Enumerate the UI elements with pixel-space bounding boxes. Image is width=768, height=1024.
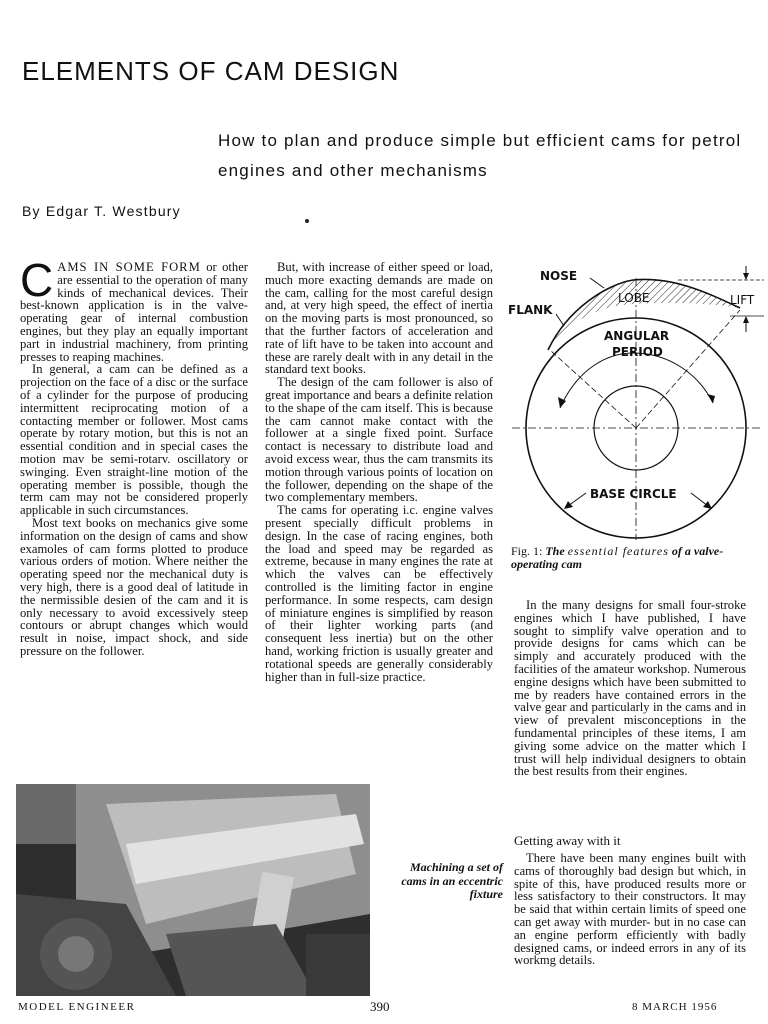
byline: By Edgar T. Westbury — [22, 203, 181, 219]
label-lobe: LOBE — [618, 291, 650, 305]
arrowhead — [564, 501, 573, 509]
label-flank: FLANK — [508, 303, 553, 317]
lead-smallcaps: AMS IN SOME FORM — [57, 260, 201, 274]
label-angular: ANGULAR — [604, 329, 670, 343]
text-column-3 — [514, 599, 746, 778]
text-column-3b — [514, 852, 746, 967]
paragraph: In the many designs for small four-stroke engines which I have published, I have sought to simplify valve operation and to provide designs for cams which can be simply and accurately produced with the facilities of the amateur workshop. Numerous engine designs which have been submitted to me by readers have contained errors in the valve gear and particularly in the cams and in view of prevalent misconceptions in the fundamental principles of these items, I am giving some advice on the matter which I trust will help individual designers to obtain the best results from their engines. — [514, 598, 746, 779]
footer-date: 8 MARCH 1956 — [632, 1001, 718, 1013]
angular-period-arc — [560, 353, 713, 408]
paragraph: The cams for operating i.c. engine valves present specially difficult problems in design. In the case of racing engines, both the load and speed may be regarded as extreme, because in many engines the rate at which the valves can be effectively controlled is the limiting factor in engine performance. In some respects, cam design of miniature engines is simplified by reason of their lighter working parts (and consequent less inertia) but on the other hand, working friction is usually greater and rotational speeds are generally considerably higher than in full-size practice. — [265, 503, 493, 684]
paragraph — [20, 254, 248, 364]
lead-text: or other are essential to the operation of many kinds of mechanical devices. Their best-known application is in the valve-operating gear of internal combustion engines, but they play an equally important part in industrial machinery, from printing presses to reaping machines. — [20, 260, 248, 364]
footer-publication: MODEL ENGINEER — [18, 1001, 136, 1013]
paragraph: The design of the cam follower is also of great importance and bears a definite relation to the shape of the cam itself. This is because the cam cannot make contact with the follower at a single fixed point. Surface contact is necessary to distribute load and avoid excess wear, thus the cam transmits its motion through various points of location on the follower, depending on the shape of the two complementary members. — [265, 375, 493, 505]
text-column-2 — [265, 261, 493, 683]
arrowhead — [707, 394, 715, 403]
caption-part: of a valve-operating cam — [511, 544, 724, 571]
paragraph: Most text books on mechanics give some information on the design of cams and show examoles of cam forms plotted to produce various orders of motion. Where neither the operating speed nor the mechanical duty is very high, there is a good deal of latitude in the nermissible desien of the cam and it is only necessary to avoid excessively steep contours or abrupt changes which would result in noise, impact shock, and side pressure on the follower. — [20, 515, 248, 658]
label-lift: LIFT — [730, 293, 755, 307]
flank-leader — [556, 314, 564, 326]
photo-caption: Machining a set of cams in an eccentric fixture — [401, 860, 503, 901]
drop-cap: C — [20, 254, 54, 306]
radial-line — [636, 310, 740, 428]
caption-part: essential — [567, 544, 619, 558]
article-subtitle: How to plan and produce simple but efficient cams for petrol engines and other mechanisms — [218, 131, 742, 180]
paragraph: But, with increase of either speed or load, much more exacting demands are made on the cam, calling for the most careful design and, at very high speed, the effect of inertia on the moving parts is most pronounced, so that the further factors of acceleration and rate of lift have to be taken into account and these are rarely dealt with in any detail in the standard text books. — [265, 260, 493, 377]
ink-dot — [305, 219, 309, 223]
label-period: PERIOD — [612, 345, 663, 359]
article-title: ELEMENTS OF CAM DESIGN — [22, 56, 400, 86]
radial-line — [550, 350, 636, 428]
section-subhead: Getting away with it — [514, 833, 621, 848]
footer-page-number: 390 — [370, 999, 390, 1014]
base-circle-arrow — [568, 493, 586, 506]
lathe-photo — [16, 784, 370, 996]
figure-caption — [511, 545, 761, 570]
arrowhead — [743, 316, 749, 323]
caption-number: Fig. 1: — [511, 544, 543, 558]
caption-part: The — [542, 544, 568, 558]
arrowhead — [703, 501, 712, 509]
cam-diagram — [508, 258, 766, 543]
label-base-circle: BASE CIRCLE — [590, 487, 677, 501]
paragraph: There have been many engines built with cams of thoroughly bad design but which, in spite of this, have produced results more or less satisfactory to their constructors. It may be said that within certain limits of speed one can get away with murder- but in no case can an engine perform efficiently with badly designed cams, or indeed errors in any of its workmg details. — [514, 851, 746, 968]
arrowhead — [743, 273, 749, 280]
base-circle-arrow — [691, 493, 708, 506]
text-column-1 — [20, 254, 248, 658]
caption-part: features — [618, 544, 669, 558]
paragraph: In general, a cam can be defined as a projection on the face of a disc or the surface of a cylinder for the purpose of producing intermittent reciprocating motion of a contacting member or follower. Most cams operate by rotary motion, but this is not an essential condition and in special cases the motion mav be semi-rotarv. oscillatory or swinging. Even straight-line motion of the operating member is possible, though the term cam may not be considered properly applicable in such circumstances. — [20, 362, 248, 518]
nose-leader — [590, 278, 604, 288]
label-nose: NOSE — [540, 269, 578, 283]
